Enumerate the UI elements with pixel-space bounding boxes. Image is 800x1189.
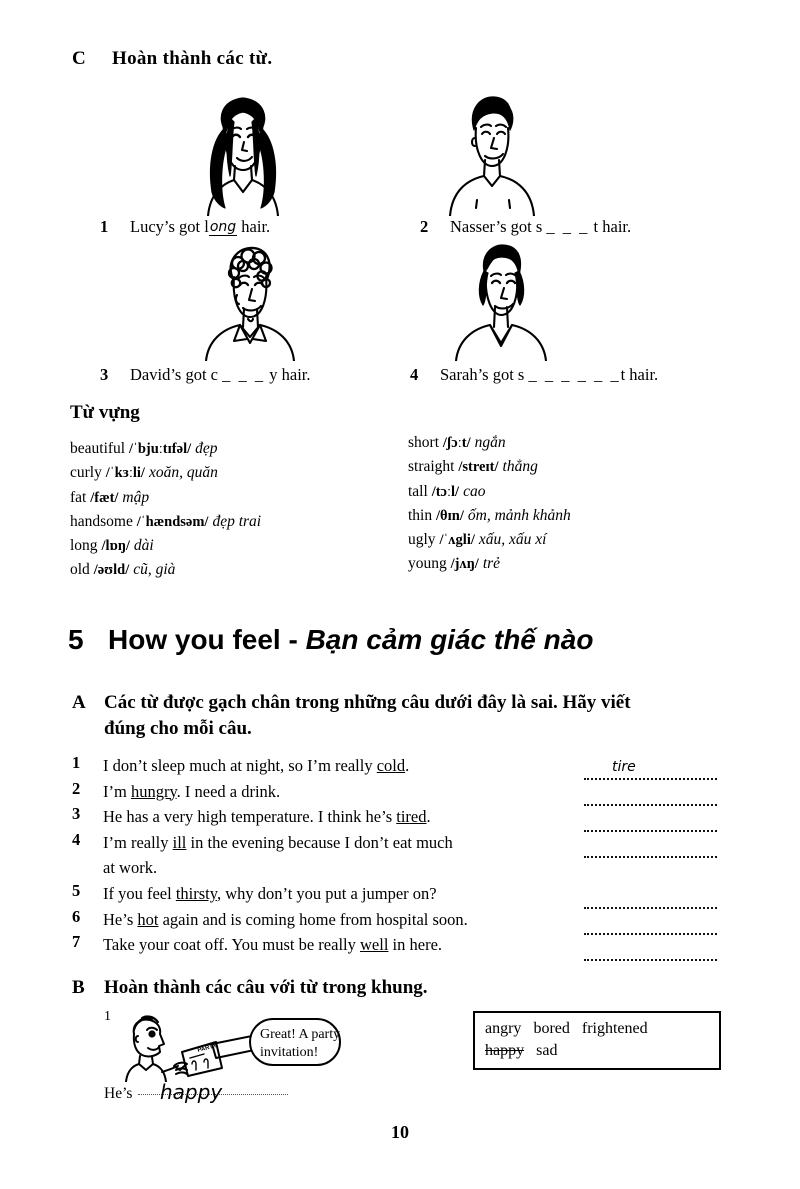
caption-item-4 [410, 365, 658, 385]
vocabulary-entry [408, 552, 738, 576]
question-text [72, 881, 732, 907]
section-title-english: How you feel - [108, 624, 306, 655]
vocab-ipa: /streɪt/ [458, 459, 499, 476]
vocab-word: old [70, 561, 90, 579]
question-text-pre: He’s [103, 909, 138, 929]
vocabulary-column-right [408, 431, 738, 577]
vocab-translation: xoăn, quăn [148, 464, 218, 482]
vocab-word: long [70, 537, 98, 555]
word-bank-item[interactable]: bored [533, 1020, 570, 1037]
exercise-b-heading [72, 977, 428, 999]
question-number: 3 [72, 804, 81, 824]
vocabulary-entry [70, 461, 400, 485]
vocab-word: handsome [70, 512, 133, 530]
vocab-word: thin [408, 506, 433, 524]
item-number: 4 [410, 365, 419, 384]
question-text-pre: He has a very high temperature. I think he’s [103, 807, 397, 827]
answer-text-1: tire [612, 759, 636, 775]
vocab-translation: cũ, già [133, 561, 176, 579]
portrait-david [190, 243, 330, 366]
speech-line-1: Great! A party [260, 1027, 341, 1042]
vocab-ipa: /tɔːl/ [431, 483, 460, 500]
question-text-post: , why don’t you put a jumper on? [216, 883, 437, 903]
vocabulary-entry [408, 431, 738, 455]
question-text-pre: Take your coat off. You must be really [103, 935, 360, 955]
sentence-prefix: He’s [104, 1085, 133, 1102]
portrait-nasser [430, 88, 570, 221]
question-text-pre: If you feel [103, 883, 176, 903]
vocab-ipa: /jʌŋ/ [450, 556, 479, 573]
vocab-word: straight [408, 458, 455, 476]
vocabulary-entry [408, 504, 738, 528]
question-text-post: . [405, 756, 410, 775]
exercise-c-letter: C [72, 48, 87, 69]
vocab-ipa: /θɪn/ [436, 507, 464, 524]
vocabulary-entry [408, 480, 738, 504]
question-text [72, 932, 732, 958]
handwritten-answer: ong [209, 219, 237, 235]
word-bank-row-2 [485, 1040, 709, 1062]
item-text-pre: Lucy’s got l [130, 217, 209, 236]
vocab-ipa: /ˈkɜːli/ [105, 465, 145, 482]
question-text-post: . I need a drink. [176, 781, 281, 801]
vocab-translation: thẳng [502, 458, 538, 476]
question-text-post: in here. [388, 935, 443, 955]
word-bank-row-1 [485, 1018, 709, 1040]
question-number: 2 [72, 778, 81, 798]
vocab-translation: mập [122, 488, 150, 506]
question-text [72, 830, 732, 856]
question-row [72, 881, 732, 907]
vocab-word: beautiful [70, 440, 126, 457]
exercise-c-title: Hoàn thành các từ. [112, 48, 273, 69]
vocab-translation: trẻ [482, 555, 501, 573]
vocab-translation: ngắn [474, 434, 506, 451]
underlined-word: tired [396, 807, 427, 827]
vocab-ipa: /fæt/ [90, 489, 119, 506]
vocab-ipa: /ʃɔːt/ [442, 435, 471, 451]
underlined-word: hot [137, 909, 159, 929]
question-text-pre: I’m [103, 781, 131, 801]
word-bank-box [473, 1011, 721, 1070]
vocabulary-entry [70, 437, 400, 461]
answer-blank[interactable]: _ _ _ [222, 365, 266, 384]
vocab-ipa: /lɒŋ/ [101, 538, 130, 555]
question-text-post: again and is coming home from hospital soon. [158, 909, 468, 929]
word-bank-item-used[interactable]: happy [485, 1042, 525, 1059]
vocabulary-entry [70, 486, 400, 510]
question-text [72, 804, 732, 830]
exercise-a-letter: A [72, 692, 86, 713]
vocab-ipa: /ˈhændsəm/ [136, 513, 209, 530]
question-text-continued: at work. [103, 858, 158, 878]
question-row [72, 779, 732, 805]
underlined-word: thirsty [175, 883, 217, 903]
portrait-row-bottom [0, 243, 800, 361]
question-number: 5 [72, 880, 81, 900]
question-number: 1 [72, 753, 81, 772]
vocabulary-title: Từ vựng [70, 402, 140, 423]
question-row [72, 932, 732, 958]
speech-line-2: invitation! [260, 1045, 319, 1060]
exercise-b-item-number: 1 [104, 1009, 111, 1024]
section-title-vietnamese: Bạn cảm giác thế nào [305, 624, 594, 655]
answer-line-2[interactable] [584, 804, 717, 806]
section-number: 5 [68, 624, 84, 655]
vocabulary-entry [408, 528, 738, 552]
vocab-word: fat [70, 488, 87, 506]
exercise-b-title: Hoàn thành các câu với từ trong khung. [104, 977, 428, 998]
vocabulary-entry [70, 510, 400, 534]
item-number: 3 [100, 365, 109, 384]
item-text-post: t hair. [589, 217, 632, 236]
vocab-ipa: /ˈʌgli/ [439, 532, 475, 549]
item-text-post: hair. [237, 217, 271, 236]
portrait-row-top [0, 88, 800, 216]
item-text-pre: David’s got c [130, 365, 223, 384]
question-text-pre: I’m really [103, 832, 173, 852]
question-number: 6 [72, 906, 81, 926]
answer-line-4[interactable] [584, 856, 717, 858]
vocabulary-entry [70, 558, 400, 582]
vocab-word: short [408, 434, 439, 451]
exercise-b-letter: B [72, 977, 85, 998]
answer-blank[interactable]: _ _ _ _ _ _ [528, 365, 621, 384]
exercise-a-title: Các từ được gạch chân trong những câu dưới đây là sai. Hãy viết đúng cho mỗi câu. [104, 692, 631, 739]
word-bank-item[interactable]: frightened [581, 1020, 648, 1037]
vocab-translation: ốm, mảnh khảnh [467, 506, 571, 524]
section-5-heading [68, 624, 593, 656]
portrait-sarah [440, 243, 580, 366]
question-row [72, 804, 732, 830]
question-number: 7 [72, 932, 81, 952]
sentence-handwritten-answer: happy [160, 1080, 223, 1104]
invitation-label: PARTY [196, 1042, 218, 1054]
vocabulary-entry [408, 455, 738, 479]
caption-item-3 [100, 365, 311, 385]
vocab-translation: cao [463, 482, 486, 500]
vocab-word: young [408, 555, 447, 573]
item-number: 1 [100, 217, 109, 236]
item-text-post: t hair. [620, 365, 659, 384]
caption-item-2 [420, 217, 631, 237]
question-row [72, 907, 732, 933]
item-text-pre: Nasser’s got s [450, 217, 547, 236]
exercise-a-heading [72, 690, 672, 742]
vocab-translation: đẹp trai [212, 512, 262, 530]
cartoon-illustration [112, 1014, 342, 1087]
caption-item-1 [100, 217, 270, 237]
word-bank-item[interactable]: sad [536, 1042, 558, 1059]
question-text-post: . [426, 807, 431, 827]
page-number: 10 [391, 1122, 409, 1142]
vocab-translation: xấu, xấu xí [478, 531, 547, 549]
underlined-word: hungry [130, 781, 177, 801]
vocab-ipa: /əʊld/ [93, 562, 130, 579]
question-text [72, 907, 732, 933]
vocabulary-column-left [70, 437, 400, 583]
vocab-translation: dài [133, 537, 154, 555]
answer-line-1[interactable] [584, 778, 717, 780]
underlined-word: ill [172, 832, 187, 852]
answer-line-5[interactable] [584, 907, 717, 909]
underlined-word: well [360, 935, 389, 955]
portrait-lucy [168, 88, 318, 221]
item-text-pre: Sarah’s got s [440, 365, 529, 384]
vocab-word: tall [408, 482, 428, 500]
vocab-word: curly [70, 464, 102, 482]
item-number: 2 [420, 217, 429, 236]
question-text-pre: I don’t sleep much at night, so I’m really [103, 756, 377, 775]
word-bank-item[interactable]: angry [485, 1020, 522, 1037]
vocab-ipa: /ˈbjuːtɪfəl/ [128, 441, 192, 457]
question-text [72, 779, 732, 805]
answer-line-7[interactable] [584, 959, 717, 961]
vocab-translation: đẹp [195, 440, 218, 457]
answer-line-6[interactable] [584, 933, 717, 935]
vocab-word: ugly [408, 531, 436, 549]
exercise-c-heading [72, 48, 272, 70]
vocabulary-entry [70, 534, 400, 558]
answer-line-3[interactable] [584, 830, 717, 832]
question-text-post: in the evening because I don’t eat much [186, 832, 453, 852]
underlined-word: cold [376, 756, 406, 775]
item-text-post: y hair. [265, 365, 311, 384]
answer-blank[interactable]: _ _ _ [546, 217, 590, 236]
question-number: 4 [72, 829, 81, 849]
